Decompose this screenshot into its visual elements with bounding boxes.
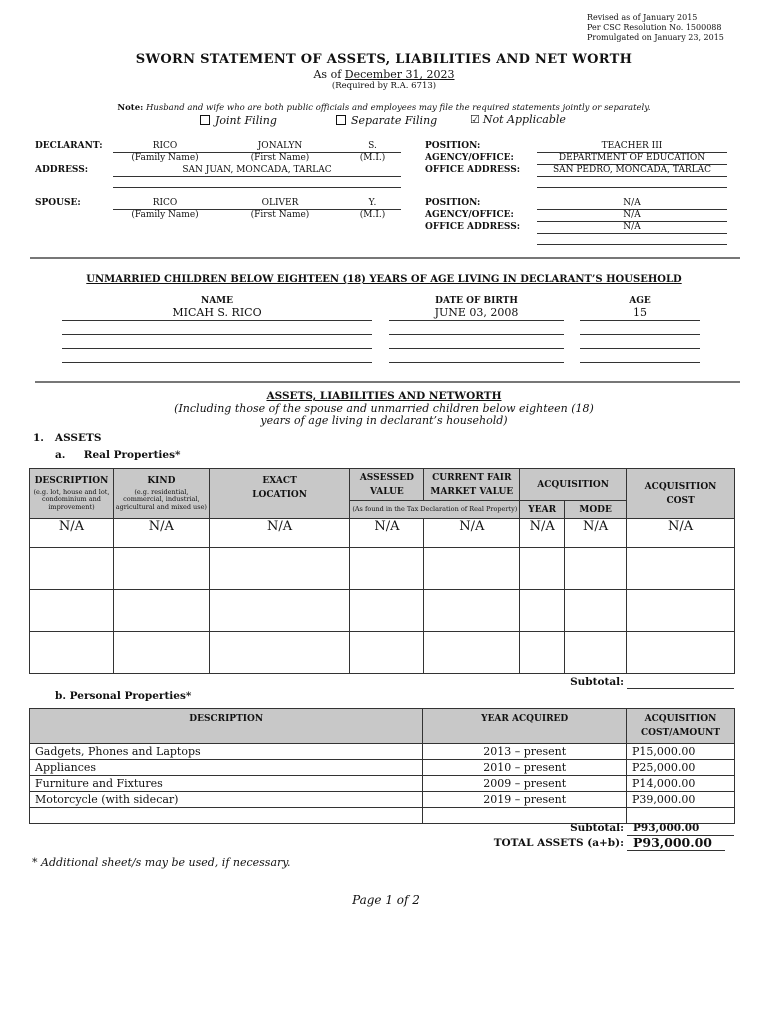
rp-tax-note (350, 501, 520, 519)
rp-cost-title-2: COST (666, 495, 695, 506)
declarant-family-name: RICO (152, 141, 178, 151)
rp-cell: N/A (30, 519, 114, 548)
pp-cost: P25,000.00 (627, 760, 735, 776)
rp-header-kind (113, 469, 209, 519)
pp-subtotal-value: P93,000.00 (633, 822, 700, 834)
real-properties-table (29, 468, 735, 674)
rp-market-title-1: CURRENT FAIR (432, 472, 512, 483)
as-of-date: December 31, 2023 (344, 68, 455, 81)
rp-header-acquisition: ACQUISITION (520, 469, 627, 501)
pp-header-description: DESCRIPTION (30, 709, 423, 744)
as-of-line (0, 68, 768, 81)
pp-description: Motorcycle (with sidecar) (30, 792, 423, 808)
caption-first-name: (First Name) (250, 210, 310, 220)
agency-label: AGENCY/OFFICE: (425, 153, 514, 163)
table-row (30, 744, 735, 760)
pp-cost: P15,000.00 (627, 744, 735, 760)
note-label: Note: (117, 103, 144, 113)
filing-not-applicable[interactable] (470, 113, 566, 126)
office-address-label: OFFICE ADDRESS: (425, 165, 521, 175)
pp-cost: P14,000.00 (627, 776, 735, 792)
pp-year: 2009 – present (423, 776, 627, 792)
rp-header-mode: MODE (565, 501, 627, 519)
filing-joint[interactable] (200, 114, 277, 127)
rp-assessed-title-2: VALUE (369, 486, 404, 497)
promulgated-date: Promulgated on January 23, 2015 (587, 33, 724, 42)
rp-market-title-2: MARKET VALUE (430, 486, 514, 497)
table-row (30, 776, 735, 792)
pp-cost-title-1: ACQUISITION (644, 714, 717, 724)
filing-joint-label: Joint Filing (215, 114, 277, 127)
filing-separate-label: Separate Filing (351, 114, 438, 127)
spouse-office-address-label: OFFICE ADDRESS: (425, 222, 521, 232)
table-row (30, 760, 735, 776)
pp-description: Appliances (30, 760, 423, 776)
pp-cost: P39,000.00 (627, 792, 735, 808)
rp-kind-note: (e.g. residential, commercial, industrial, agricultural and mixed use) (115, 487, 207, 511)
rp-location-title-1: EXACT (262, 476, 297, 486)
spouse-position: N/A (623, 198, 641, 208)
declarant-agency: DEPARTMENT OF EDUCATION (558, 153, 706, 163)
checkbox-icon[interactable] (200, 115, 210, 125)
rp-cell: N/A (113, 519, 209, 548)
pp-subtotal-label: Subtotal: (570, 822, 624, 834)
rp-tax-note-text: (As found in the Tax Declaration of Real Property) (352, 504, 518, 513)
rp-cost-title-1: ACQUISITION (644, 481, 717, 492)
table-row (30, 519, 735, 548)
filing-separate[interactable] (336, 114, 437, 127)
declarant-first-name: JONALYN (257, 141, 303, 151)
rp-cell: N/A (209, 519, 350, 548)
table-row (30, 590, 735, 632)
rp-cell: N/A (520, 519, 565, 548)
personal-properties-table (29, 708, 735, 824)
personal-properties-label: b. Personal Properties* (55, 690, 192, 702)
assets-label: 1. ASSETS (33, 432, 102, 444)
pp-description: Furniture and Fixtures (30, 776, 423, 792)
caption-mi: (M.I.) (359, 153, 386, 163)
position-label: POSITION: (425, 141, 481, 151)
note-text: Husband and wife who are both public officials and employees may file the required statements jointly or separately. (145, 103, 651, 113)
children-col-age: AGE (629, 296, 651, 306)
spouse-mi: Y. (368, 198, 377, 208)
children-col-name: NAME (200, 296, 234, 306)
spouse-family-name: RICO (152, 198, 178, 208)
revision-note (587, 13, 724, 43)
child-age: 15 (633, 306, 647, 319)
rp-cell: N/A (424, 519, 520, 548)
pp-header-cost (627, 709, 735, 744)
children-heading: UNMARRIED CHILDREN BELOW EIGHTEEN (18) YEARS OF AGE LIVING IN DECLARANT’S HOUSEHOLD (86, 274, 682, 285)
checkbox-icon[interactable] (336, 115, 346, 125)
filing-na-label: Not Applicable (482, 113, 566, 126)
table-row (30, 808, 735, 824)
required-by: (Required by R.A. 6713) (331, 81, 437, 91)
spouse-first-name: OLIVER (261, 198, 299, 208)
declarant-address: SAN JUAN, MONCADA, TARLAC (182, 165, 332, 175)
total-assets-label: TOTAL ASSETS (a+b): (493, 837, 624, 849)
rp-header-location (209, 469, 350, 519)
rp-description-title: DESCRIPTION (34, 475, 109, 486)
rp-header-cost (627, 469, 735, 519)
assets-subheading-1: (Including those of the spouse and unmarried children below eighteen (18) (174, 402, 594, 415)
caption-first-name: (First Name) (250, 153, 310, 163)
rp-header-assessed (350, 469, 424, 501)
checked-checkbox-icon[interactable]: ☑ (470, 113, 480, 126)
child-dob: JUNE 03, 2008 (434, 306, 519, 319)
assets-subheading-2: years of age living in declarant’s household) (260, 414, 508, 427)
form-title: SWORN STATEMENT OF ASSETS, LIABILITIES AND NET WORTH (135, 52, 633, 67)
caption-mi: (M.I.) (359, 210, 386, 220)
rp-kind-title: KIND (147, 475, 176, 486)
spouse-position-label: POSITION: (425, 198, 481, 208)
footnote: * Additional sheet/s may be used, if necessary. (32, 856, 291, 869)
children-col-dob: DATE OF BIRTH (435, 296, 518, 306)
spouse-office-address: N/A (623, 222, 641, 232)
spouse-agency-label: AGENCY/OFFICE: (425, 210, 514, 220)
pp-header-year: YEAR ACQUIRED (423, 709, 627, 744)
table-row (30, 548, 735, 590)
note (0, 103, 768, 113)
declarant-office-address: SAN PEDRO, MONCADA, TARLAC (552, 165, 712, 175)
rp-location-title-2: LOCATION (252, 490, 307, 500)
rp-cell: N/A (627, 519, 735, 548)
assets-heading: ASSETS, LIABILITIES AND NETWORTH (266, 390, 502, 402)
pp-cost-title-2: COST/AMOUNT (640, 728, 721, 738)
rp-subtotal-label: Subtotal: (570, 676, 624, 688)
spouse-label: SPOUSE: (35, 198, 81, 208)
rp-header-year: YEAR (520, 501, 565, 519)
rp-header-market (424, 469, 520, 501)
pp-year: 2013 – present (423, 744, 627, 760)
as-of-label: As of (313, 68, 342, 81)
table-row (30, 792, 735, 808)
child-name: MICAH S. RICO (172, 306, 262, 319)
declarant-mi: S. (368, 141, 377, 151)
declarant-position: TEACHER III (601, 141, 663, 151)
revised-date: Revised as of January 2015 (587, 13, 698, 22)
caption-family-name: (Family Name) (131, 153, 199, 163)
pp-year: 2010 – present (423, 760, 627, 776)
csc-resolution: Per CSC Resolution No. 1500088 (587, 23, 722, 32)
rp-description-note: (e.g. lot, house and lot, condominium and improvement) (33, 487, 110, 511)
table-row (30, 632, 735, 674)
rp-assessed-title-1: ASSESSED (359, 472, 414, 483)
rp-header-description (30, 469, 114, 519)
declarant-label: DECLARANT: (35, 141, 103, 151)
pp-description: Gadgets, Phones and Laptops (30, 744, 423, 760)
total-assets-value: P93,000.00 (633, 835, 712, 850)
address-label: ADDRESS: (35, 165, 89, 175)
real-properties-label: a. Real Properties* (55, 449, 181, 461)
rp-cell: N/A (350, 519, 424, 548)
page-number: Page 1 of 2 (352, 893, 420, 907)
spouse-agency: N/A (623, 210, 641, 220)
caption-family-name: (Family Name) (131, 210, 199, 220)
pp-year: 2019 – present (423, 792, 627, 808)
rp-cell: N/A (565, 519, 627, 548)
